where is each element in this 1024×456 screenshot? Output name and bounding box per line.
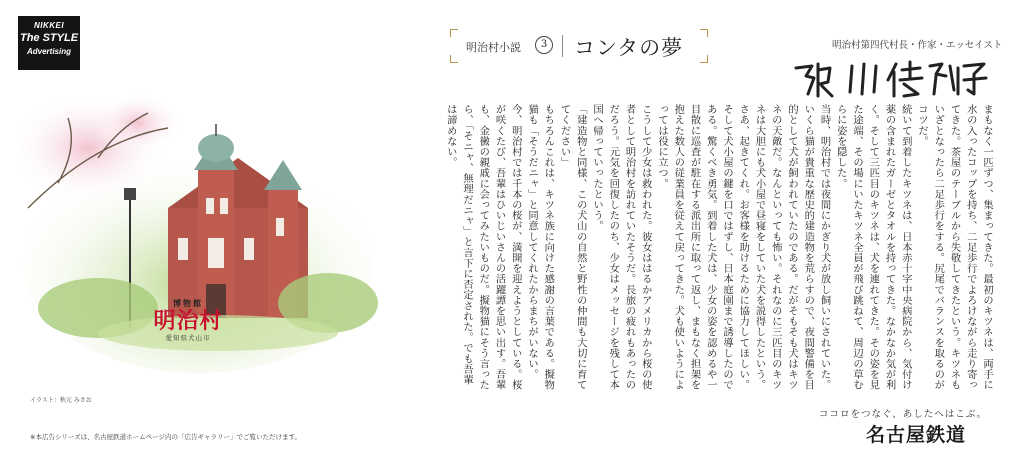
- episode-number: 3: [535, 36, 553, 54]
- story-paragraph: 今、明治村では千本の桜が、満開を迎えようとしている。桜が咲くたび、吾輩はひいじいさんの活躍譚を思い出す。吾輩も、金黴の親戚に会ってみたいものだ。擬物猫にそう言ったら、「そニャ、無理だニャ」と言下に否定された。でも吾輩は諦めない。: [444, 104, 522, 391]
- frame-corner-top-right: [700, 29, 708, 37]
- story-paragraph: まもなく一匹ずつ、集まってきた。最初のキツネは、両手に水の入ったコップを持ち、二足歩行でよろけながら走り寄ってきた。茶屋のテーブルから失敬してきたという。キツネもいざとなったら二足歩行をする。尻尾でバランスを取るのがコツだ。: [916, 104, 993, 391]
- badge-line-3: Advertising: [26, 47, 71, 56]
- author-role: 明治村第四代村長・作家・エッセイスト: [832, 40, 1003, 51]
- title-frame: [450, 29, 708, 63]
- story-paragraph: 続いて到着したキツネは、日本赤十字中央病院から、気付け薬の含まれたガーゼとタオルを持ってきた。なかなか気が利く。そして三匹目のキツネは、犬を連れてきた。その姿を見た途端、その場にいたキツネ全員が飛び跳ねて、周辺の草むらに姿を隠した。: [834, 104, 912, 391]
- museum-logo-location: 愛知県犬山市: [165, 334, 211, 342]
- museum-logo-name: 明治村: [153, 308, 223, 334]
- footnote: ※本広告シリーズは、名古屋鉄道ホームページ内の「広告ギャラリー」でご覧いただけます。: [30, 433, 301, 441]
- nikkei-style-badge: [18, 16, 80, 70]
- story-paragraph: 当時、明治村では夜間にかぎり犬が放し飼いにされていた。いくら猫が貴重な歴史的建造物を荒らすので、夜間警備を目的として犬が飼われていたのである。だがそもそも犬はキツネの天敵だ。なんといっても怖い。それなのに三匹目のキツネは大胆にも犬小屋で昼寝をしていた犬を説得したという。さあ、起きてくれ。お客様を助けるために協力してほしい。そして犬小屋の鍵を口ではずし、日本庭園まで誘導したのである。驚くべき勇気。到着した犬は、少女の姿を認めるや一目散に巡査が駐在する派出所に取って返し、まもなく担架を抱えた数人の従業員を従えて戻ってきた。犬も使いようによっては役に立つ。: [656, 104, 831, 391]
- story-body: [383, 104, 995, 392]
- badge-line-2: The STYLE: [19, 32, 79, 44]
- frame-corner-bottom-right: [700, 55, 708, 63]
- museum-illustration: [18, 88, 378, 388]
- museum-logo: [143, 298, 233, 342]
- story-paragraph: 「建造物と同様、この犬山の自然と野性の仲間も大切に育ててください」: [558, 104, 587, 391]
- story-title: コンタの夢: [574, 36, 684, 60]
- company-slogan: ココロをつなぐ、あしたへはこぶ。: [819, 409, 988, 420]
- author-signature: [790, 56, 990, 100]
- frame-corner-top-left: [450, 29, 458, 37]
- story-paragraph: こうして少女は救われた。彼女ははるかアメリカから桜の使者として明治村を訪れていたそうだ。長旅の疲れもあったのだろう。元気を回復したのち、少女はメッセージを残して本国へ帰っていったという。: [591, 104, 652, 391]
- illustration-credit: イラスト：秋元 みさお: [30, 397, 92, 404]
- museum-logo-small: 博物館: [173, 299, 203, 308]
- story-paragraph: もちろんこれは、キツネ族に向けた感謝の言葉である。擬物猫も「そうだニャ」と同意してくれたからまちがいない。: [526, 104, 555, 391]
- title-divider: [562, 35, 563, 57]
- company-name: 名古屋鉄道: [866, 424, 967, 446]
- badge-line-1: NIKKEI: [33, 21, 65, 30]
- frame-corner-bottom-left: [450, 55, 458, 63]
- series-label: 明治村小説: [466, 41, 521, 54]
